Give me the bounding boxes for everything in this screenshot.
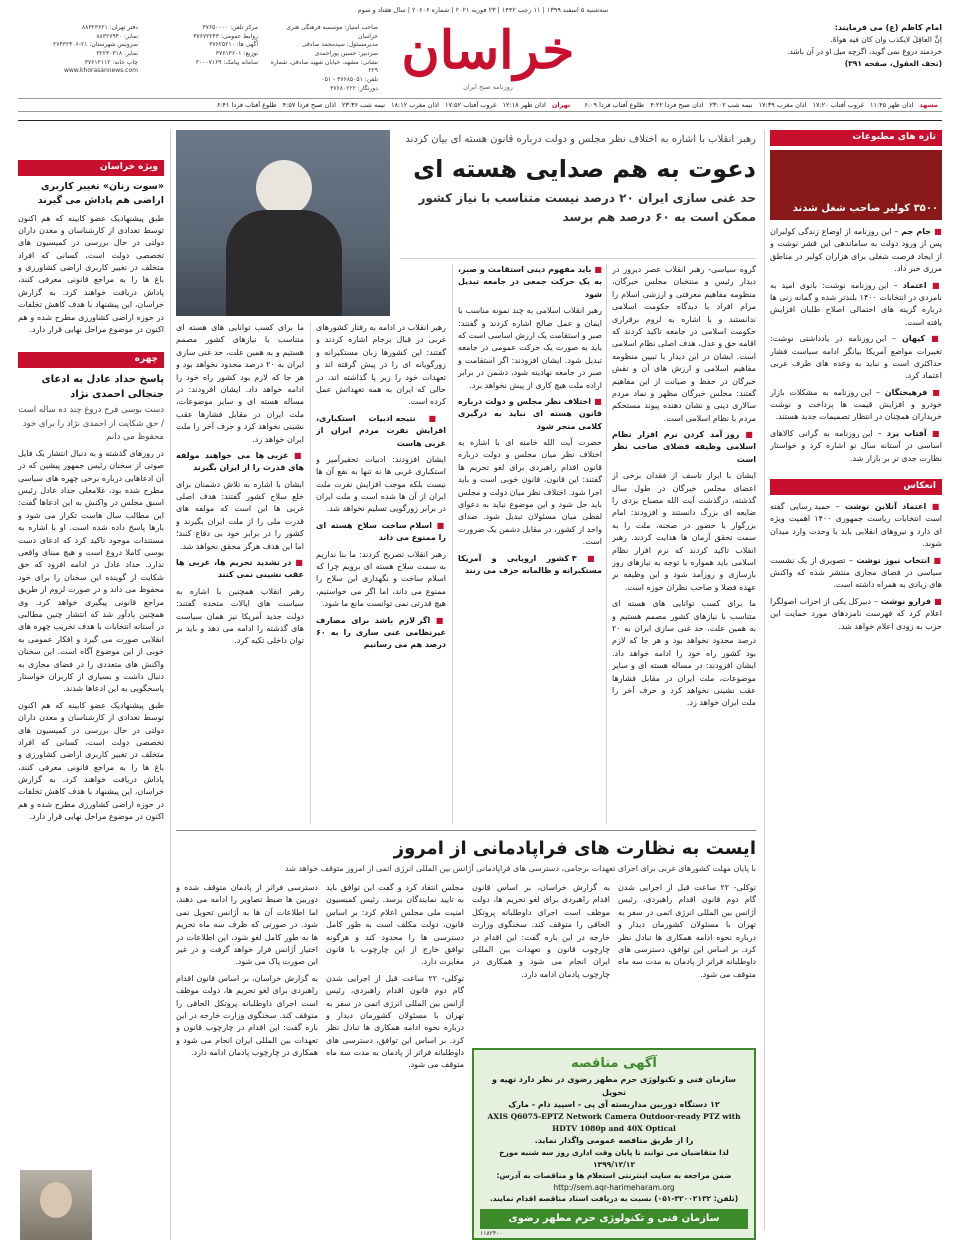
subhead-text: اگر لازم باشد برای مصارف غیرنظامی غنی سازی را به ۶۰ درصد هم می رسانیم [316,615,446,650]
article-subhead: ■ اگر لازم باشد برای مصارف غیرنظامی غنی سازی را به ۶۰ درصد هم می رسانیم [316,615,446,650]
article-paragraph: حضرت آیت الله خامنه ای با اشاره به اختلاف نظر میان مجلس و دولت درباره قانون اقدام راهبردی برای لغو تحریم ها گفتند: این قانون، قانون خوبی است و باید اجرا شود. اختلاف نظر میان دولت و مجلس باید حل شود و این موضوع نباید به دعوای لفظی میان مسئولان تبدیل شود. صدای واحد از کشور، در مقابل دشمن یک ضرورت است. [458,438,602,547]
article-subhead: ■ ۳ کشور اروپایی و آمریکا مستکبرانه و ظالمانه حرف می زنند [458,553,602,575]
contact-line: نمابر: ۳۲۲۳۰۳۱۸ [96,50,138,58]
mashhad-label: مشهد [919,100,938,109]
prayer-time: اذان مغرب ۱۷:۳۹ [758,100,807,109]
contact-line: توزیع: ۳۷۶۱۳۶۰۱ [215,50,258,58]
prayer-time: اذان ظهر ۱۲:۱۸ [502,100,546,109]
article-paragraph: ما برای کسب توانایی های هسته ای متناسب با نیازهای کشور مصمم هستیم و به همین علت، حد غنی سازی ایران به ۲۰ درصد محدود نخواهد بود و هر جا که لازم بود کشور راه خود را ادامه خواهد داد. ایشان افزودند: در مساله هسته ای و سایر موضوعات، ملت ایران در مقابل فشارها عقب نشینی نخواهد کرد و حرف آخر را ملت ایران خواهد زد. [176,323,304,444]
subhead-text: باید مفهوم دینی استقامت و صبر، به یک حرکت جمعی در جامعه تبدیل شود [458,265,602,299]
prayer-time: غروب آفتاب ۱۷:۵۲ [444,100,497,109]
face-lead: دست بوسی فرح دروغ چند ده ساله است / حق شکایت از احمدی نژاد را برای خود محفوظ می دانم [18,405,164,442]
article-paragraph: دسترسی فراتر از پادمان متوقف شده و دوربین ها ضبط تصاویر را ادامه می دهند، اما اطلاعات آن ها به آژانس تحویل نمی شود. در صورتی که ظرف سه ماه تحریم ها به طور کامل لغو شود، این اطلاعات در اختیار آژانس قرار خواهد گرفت و در غیر این صورت پاک می شود. [176,883,318,967]
prayer-time: اذان صبح فردا ۴:۲۲ [650,100,704,109]
press-item-title: اعتماد [902,280,927,290]
ad-line: لذا متقاضیان می توانند تا پایان وقت اداری روز سه شنبه مورخ ۱۳۹۹/۱۲/۱۲ [499,1147,729,1169]
newspaper-thumbnail [770,150,942,220]
publisher-line: نشانی: مشهد، خیابان شهید صادقی، شماره ۲۲۹ [270,58,378,75]
prayer-time: اذان ظهر ۱۱:۴۵ [869,100,914,109]
main-story-header [400,132,756,226]
special-title: «سوت زنان» تغییر کاربری اراضی هم پاداش می گیرند [37,181,164,207]
contact-line: نمابر: ۸۸۳۲۷۹۴۰ [96,32,138,40]
newspaper-logo [388,20,588,100]
article-paragraph: توکلی- ۲۲ ساعت قبل از اجرایی شدن گام دوم قانون اقدام راهبردی، رئیس آژانس بین المللی انرژی اتمی در سفر به تهران با مسئولان کشورمان دیدار و درباره نحوه ادامه همکاری ها تبادل نظر کرد. بر اساس این توافق، دسترسی های داوطلبانه فراتر از پادمان به مدت سه ماه متوقف می شود. [326,973,464,1070]
press-item: ■ جام جم – این روزنامه از اوضاع زندگی کولبران پس از ورود دولت به ساماندهی این قشر نوشت و از ایجاد فرصت شغلی برای هزاران کولبر در مناطق مرزی خبر داد. [770,227,942,274]
press-item-title: کیهان [902,334,926,344]
tehran-label: تهران [551,100,571,109]
contact-line: مرکز تلفن: ۳۷۶۵۰۰۰۰ [202,24,258,31]
bottom-col-2 [472,882,610,1042]
press-item-text: این روزنامه از اوضاع زندگی کولبران پس از ورود دولت به ساماندهی این قشر نوشت و از ایجاد فرصت شغلی برای هزاران کولبر در مناطق مرزی خبر داد. [770,227,942,274]
article-paragraph: رهبر انقلاب همچنین با اشاره به سیاست های ایالات متحده گفتند: دولت جدید آمریکا نیز همان سیاست های گذشته را ادامه می دهد و باید بر توان داخلی تکیه کرد. [176,586,304,646]
ad-line: را از طریق مناقصه عمومی واگذار نماید. [534,1135,694,1145]
publisher-info [268,24,378,94]
bottom-story-header [176,836,756,876]
prayer-time: طلوع آفتاب فردا ۶:۴۱ [216,100,277,109]
article-subhead: ■ غربی ها می خواهند مولفه های قدرت را از ایران بگیرند [176,450,304,473]
press-item: ■ اعتماد – این روزنامه نوشت: بانوی امید به نامزدی در انتخابات ۱۴۰۰ بلندتر شده و گمانه زنی ها درباره گزینه های احتمالی اصلاح طلبان افزایش یافته است. [770,280,942,327]
press-item: ■ فرهیختگان – این روزنامه به مشکلات بازار خودرو و افزایش قیمت ها پرداخت و نوشت خریداران همچنان در انتظار تصمیمات جدید هستند. [770,387,942,422]
bottom-col-1 [618,882,756,1042]
article-paragraph: ایشان با اشاره به تلاش دشمنان برای خلع سلاح کشور گفتند: هدف اصلی غربی ها این است که مولفه های قدرت ملی را از ملت ایران بگیرند و کشور را در برابر خود بی دفاع کنند؛ اما این هدف هرگز محقق نخواهد شد. [176,479,304,551]
subhead-text: ۳ کشور اروپایی و آمریکا مستکبرانه و ظالمانه حرف می زنند [458,553,602,575]
reflection-title: فرارو نوشت [880,596,931,606]
subhead-text: اختلاف نظر مجلس و دولت درباره قانون هسته ای نباید به درگیری کلامی منجر شود [458,396,602,431]
ad-line: (تلفن: ۳۲۰۰۲۱۳۲-۰۵۱) نسبت به دریافت اسناد مناقصه اقدام نمایند. [489,1194,739,1204]
hadith-box [742,22,942,86]
press-item-text: این روزنامه به گرانی کالاهای اساسی در آستانه سال نو اشاره کرد و خواستار نظارت جدی تر بر بازار شد. [770,428,942,463]
publisher-line: تلفن: ۳۷۶۸۵۰۵۱ - ۰۵۱ [321,76,378,84]
main-body-col-2 [458,264,602,824]
logo-text: خراسان [401,20,575,81]
article-paragraph: رهبر انقلاب تصریح کردند: ما بنا نداریم به سمت سلاح هسته ای برویم چرا که اسلام ساخت و نگهداری این سلاح را ممنوع می داند، اما اگر می خواستیم، هیچ قدرتی نمی توانست مانع ما شود. [316,549,446,609]
face-head: چهره [18,352,164,368]
headline: دعوت به هم صدایی هسته ای [413,155,756,183]
face-body: در روزهای گذشته و به دنبال انتشار یک فایل صوتی از سخنان رئیس جمهور پیشین که در آن ادعاهایی درباره برخی چهره های سیاسی مطرح شده بود، غلامعلی حداد عادل رئیس اسبق مجلس در واکنش به این ادعاها گفت: این مطالب سال هاست تکرار می شود و بارها پاسخ داده شده است. او با اشاره به مستندات موجود تاکید کرد که ادعای دست بوسی کاملا دروغ است و هیچ مبنای واقعی ندارد. حداد عادل در ادامه افزود که حق شکایت از گوینده این سخنان را برای خود محفوظ می داند و در صورت لزوم از طریق مراجع قانونی پیگیری خواهد کرد. وی همچنین یادآور شد که انتشار چنین مطالبی در آستانه انتخابات با هدف تخریب چهره های انقلابی صورت می گیرد و افکار عمومی به خوبی از این موضوع آگاه است. این سخنان واکنش های متعددی را در فضای مجازی به دنبال داشت و بسیاری از کاربران خواستار پاسخگویی به این ادعاها شدند. [18,448,164,694]
special-body: طبق پیشنهادیک عضو کابینه که هم اکنون توسط تعدادی از کارشناسان و معدن داران دولتی در حال بررسی در کمیسیون های تخصصی دولت است، کسانی که افراد متخلف در تغییر کاربری اراضی کشاورزی و باغ ها را به مراجع قانونی معرفی کنند، پاداش دریافت خواهند کرد. به گزارش خراسان، این پیشنهاد با هدف کاهش تخلفات در حوزه اراضی کشاورزی مطرح شده و هم اکنون در موضوع مراحل نهایی قرار دارد. [18,213,164,335]
publisher-line: صاحب امتیاز: موسسه فرهنگی هنری خراسان [286,24,378,40]
article-subhead: ■ در تشدید تحریم ها، غربی ها عقب نشینی نمی کنند [176,558,304,580]
portrait-photo [20,1170,92,1240]
prayer-times-bar [18,98,942,112]
article-paragraph: به گزارش خراسان، بر اساس قانون اقدام راهبردی برای لغو تحریم ها، دولت موظف است اجرای داوطلبانه پروتکل الحاقی را متوقف کند. سخنگوی وزارت خارجه در این باره گفت: این اقدام در چارچوب قانون و تعهدات بین المللی ایران انجام می شود و همکاری در چارچوب پادمان ادامه دارد. [176,973,318,1058]
reflection-item: ■ اعتماد آنلاین نوشت – حمید رسایی گفته است انتخابات ریاست جمهوری ۱۴۰۰ اهمیت ویژه ای دارد و نیروهای انقلابی باید با وحدت وارد میدان شوند. [770,502,942,549]
article-paragraph: گروه سیاسی- رهبر انقلاب عصر دیروز در دیدار رئیس و منتخبان مجلس خبرگان، منظومه مفاهیم معرفتی و ارزشی اسلام را مرام افراد با دیدگاه حکومت اسلامی ندانستند و با اشاره به لزوم برقراری حکومت اسلامی در جامعه تاکید کردند که اقامه حق و عدل، هدف اصلی نظام اسلامی است. ایشان در این دیدار با تبیین منظومه مفاهیم اسلامی و ارزش های آن و نقش خبرگان در حفظ و صیانت از این مفاهیم گفتند: مجلس خبرگان مظهر و نماد مردم سالاری دینی و نشان دهنده پیوند مستحکم مردم با نظام اسلامی است. [612,265,756,423]
main-body-col-4 [176,322,304,824]
subhead-text: در تشدید تحریم ها، غربی ها عقب نشینی نمی کنند [176,558,304,580]
contacts-left [18,24,138,76]
article-subhead: ■ باید مفهوم دینی استقامت و صبر، به یک حرکت جمعی در جامعه تبدیل شود [458,265,602,299]
logo-tagline: روزنامه صبح ایران [463,83,513,92]
press-item: ■ آفتاب یزد – این روزنامه به گرانی کالاهای اساسی در آستانه سال نو اشاره کرد و خواستار نظارت جدی تر بر بازار شد. [770,428,942,463]
prayer-time: غروب آفتاب ۱۷:۲۰ [812,100,864,109]
article-paragraph: مجلس انتقاد کرد و گفت این توافق باید به تایید نمایندگان برسد. رئیس کمیسیون امنیت ملی مجلس اعلام کرد: بر اساس قانون، دولت مکلف است به طور کامل دسترسی ها را محدود کند و هرگونه توافق خارج از این چارچوب با قانون مغایرت دارد. [326,883,464,967]
contact-line: دفتر تهران: ۸۸۳۲۳۶۲۱ [81,24,138,31]
main-body-col-3 [316,322,446,824]
publisher-line: دورنگار: ۳۷۶۸۰۲۲۲ [330,84,378,92]
reflection-title: اعتماد آنلاین نوشت [844,502,927,512]
press-item-text: این روزنامه به مشکلات بازار خودرو و افزایش قیمت ها پرداخت و نوشت خریداران همچنان در انتظار تصمیمات جدید هستند. [770,387,942,422]
bottom-headline: ایست به نظارت های فراپادمانی از امروز [393,838,756,859]
subhead-text: غربی ها می خواهند مولفه های قدرت را از ایران بگیرند [176,450,304,473]
thumbnail-headline: ۳۵۰۰ کولیر صاحب شغل شدند [792,202,938,214]
bottom-col-4 [176,882,318,1242]
contact-line: سامانه پیامک: ۳۰۰۰۷۱۶۹ [195,58,258,66]
article-paragraph: ایشان با ابراز تاسف از فقدان برخی از اعضای مجلس خبرگان در طول سال گذشته، درگذشت آیت الله مصباح یزدی را ضایعه ای بزرگ دانستند و افزودند: امام بزرگوار با حضور در صحنه، ملت را به سمت تحقق آرمان ها هدایت کردند. رهبر انقلاب تاکید کردند که نرم افزار نظام اسلامی باید همواره با توجه به نیازهای روز بازسازی و روزآمد شود و این وظیفه بر عهده فضلا و صاحب نظران حوزه است. [612,471,756,592]
press-review-column [770,130,942,1230]
ad-line: HDTV 1080p and 40X Optical [552,1123,676,1133]
special-khorasan-head: ویژه خراسان [18,160,164,176]
article-subhead: ■ اختلاف نظر مجلس و دولت درباره قانون هسته ای نباید به درگیری کلامی منجر شود [458,396,602,431]
main-body-col-1 [612,264,756,824]
press-item-title: فرهیختگان [884,387,928,397]
article-subhead: ■ نتیجه ادبیات استکباری، افزایش نفرت مردم ایران از غربی هاست [316,413,446,448]
subhead: حد غنی سازی ایران ۲۰ درصد نیست متناسب با نیاز کشور ممکن است به ۶۰ درصد هم برسد [418,191,756,224]
prayer-time: نیمه شب ۲۳:۳۶ [341,100,386,109]
subhead-text: نتیجه ادبیات استکباری، افزایش نفرت مردم ایران از غربی هاست [316,413,446,448]
reflection-text: دبیرکل یکی از احزاب اصولگرا اعلام کرد که فهرست نامزدهای مورد حمایت این حزب به زودی اعلام خواهد شد. [770,596,942,631]
publisher-line: سردبیر: حسین پوراحمدی [314,50,378,58]
face-body: طبق پیشنهادیک عضو کابینه که هم اکنون توسط تعدادی از کارشناسان و معدن داران دولتی در حال بررسی در کمیسیون های تخصصی دولت است، کسانی که افراد متخلف در تغییر کاربری اراضی کشاورزی و باغ ها را به مراجع قانونی معرفی کنند، پاداش دریافت خواهند کرد. به گزارش خراسان، این پیشنهاد با هدف کاهش تخلفات در حوزه اراضی کشاورزی مطرح شده و هم اکنون در موضوع مراحل نهایی قرار دارد. [18,700,164,822]
bottom-lead: با پایان مهلت کشورهای غربی برای اجرای تعهدات برجامی، دسترسی های فراپادمانی آژانس بین المللی انرژی اتمی از امروز متوقف خواهد شد [285,864,756,874]
subhead-text: روز آمد کردن نرم افزار نظام اسلامی وظیفه فضلای صاحب نظر است [612,430,756,464]
article-paragraph: ما برای کسب توانایی های هسته ای متناسب با نیازهای کشور مصمم هستیم و به همین علت، حد غنی سازی ایران به ۲۰ درصد محدود نخواهد بود و هر جا که لازم بود کشور راه خود را ادامه خواهد داد. ایشان افزودند: در مساله هسته ای و سایر موضوعات، ملت ایران در مقابل فشارها عقب نشینی نخواهد کرد و حرف آخر را ملت ایران خواهد زد. [612,599,756,708]
reflection-item: ■ فرارو نوشت – دبیرکل یکی از احزاب اصولگرا اعلام کرد که فهرست نامزدهای مورد حمایت این حزب به زودی اعلام خواهد شد. [770,596,942,631]
article-paragraph: ایشان افزودند: ادبیات تحقیرآمیز و استکباری غربی ها نه تنها به نفع آن ها نیست بلکه موجب افزایش نفرت ملت ایران از آن ها شده است و ملت ایران در برابر زورگویی تسلیم نخواهد شد. [316,454,446,514]
article-paragraph: توکلی- ۲۲ ساعت قبل از اجرایی شدن گام دوم قانون اقدام راهبردی، رئیس آژانس بین المللی انرژی اتمی در سفر به تهران با مسئولان کشورمان دیدار و درباره نحوه ادامه همکاری ها تبادل نظر کرد. بر اساس این توافق، دسترسی های داوطلبانه فراتر از پادمان به مدت سه ماه متوقف می شود. [618,883,756,979]
contact-line: آگهی ها: ۳۷۶۲۵۲۱۰ [209,41,258,49]
press-item: ■ کیهان – این روزنامه در یادداشتی نوشت: تغییرات مواضع آمریکا بیانگر ادامه سیاست فشار حداکثری است و نباید به وعده های طرف غربی اعتماد کرد. [770,334,942,381]
contact-line: روابط عمومی: ۳۷۶۷۲۲۴۳ [193,32,258,40]
reflection-text: حمید رسایی گفته است انتخابات ریاست جمهوری ۱۴۰۰ اهمیت ویژه ای دارد و نیروهای انقلابی باید با وحدت وارد میدان شوند. [770,502,942,549]
reflection-text: تصویری از یک نشست سیاسی در فضای مجازی منتشر شده که واکنش های زیادی به همراه داشته است. [770,555,942,590]
article-subhead: ■ روز آمد کردن نرم افزار نظام اسلامی وظیفه فضلای صاحب نظر است [612,430,756,464]
face-title: پاسخ حداد عادل به ادعای جنجالی احمدی نژاد [41,374,164,401]
prayer-time: نیمه شب ۲۳:۰۲ [709,100,753,109]
contact-line: چاپ خانه: ۳۷۶۱۲۱۱۲ [84,58,138,66]
hadith-translation: خردمند دروغ نمی گوید، اگرچه میل او در آن باشد. [786,47,942,57]
reflection-title: انتخاب نیوز نوشت [856,555,930,565]
prayer-time: اذان صبح فردا ۴:۵۷ [282,100,336,109]
person-icon [256,160,312,216]
ad-url[interactable]: http://sem.aqr-harimeharam.org [553,1182,675,1192]
publisher-line: مدیرمسئول: سیدمحمد صادقی [301,41,378,49]
ad-line: ضمن مراجعه به سایت اینترنتی استعلام ها و مناقصات به آدرس: [496,1171,732,1181]
hadith-title: امام کاظم (ع) می فرمایند: [834,23,942,32]
ad-line: سازمان فنی و تکنولوژی حرم مطهر رضوی در نظر دارد تهیه و تحویل [491,1075,737,1097]
ad-code: ۱۱۸۲۴۰۰ [480,1229,503,1237]
main-photo [176,130,390,316]
bottom-col-3 [326,882,464,1242]
contact-line: سرویس شهرستان: ۲۱-۲۷۴۳۲۴۰۶ [53,41,138,49]
press-review-head: تازه های مطبوعات [770,130,942,146]
article-subhead: ■ اسلام ساخت سلاح هسته ای را ممنوع می داند [316,520,446,543]
ad-line: ۱۲ دستگاه دوربین مداربسته آی پی - اسپید دام - مارک [508,1099,720,1109]
press-item-text: این روزنامه نوشت: بانوی امید به نامزدی در انتخابات ۱۴۰۰ بلندتر شده و گمانه زنی ها درباره گزینه های احتمالی اصلاح طلبان افزایش یافته است. [770,280,942,327]
kicker: رهبر انقلاب با اشاره به اختلاف نظر مجلس و دولت درباره قانون هسته ای بیان کردند [405,134,756,145]
reflection-item: ■ انتخاب نیوز نوشت – تصویری از یک نشست سیاسی در فضای مجازی منتشر شده که واکنش های زیادی به همراه داشته است. [770,555,942,590]
ad-footer: سازمان فنی و تکنولوژی حرم مطهر رضوی [480,1209,748,1229]
ad-title: آگهی مناقصه [571,1056,657,1071]
article-paragraph: رهبر انقلاب در ادامه به رفتار کشورهای غربی در قبال برجام اشاره کردند و گفتند: این کشورها زبان مستکبرانه و زورگویانه ای را در پیش گرفته اند و تعهدات خود را زیر پا گذاشته اند، در حالی که ایران به همه تعهداتش عمل کرده است. [316,323,446,407]
prayer-time: اذان مغرب ۱۸:۱۲ [391,100,439,109]
hadith-source: (تحف العقول، صفحه ۳۹۱) [844,58,942,68]
subhead-text: اسلام ساخت سلاح هسته ای را ممنوع می داند [316,520,446,543]
reflection-head: انعکاس [770,479,942,495]
prayer-time: طلوع آفتاب فردا ۶:۰۹ [584,100,645,109]
tender-ad [472,1048,756,1240]
press-item-title: جام جم [901,227,932,236]
press-item-title: آفتاب یزد [886,428,927,438]
article-paragraph: به گزارش خراسان، بر اساس قانون اقدام راهبردی برای لغو تحریم ها، دولت موظف است اجرای داوطلبانه پروتکل الحاقی را متوقف کند. سخنگوی وزارت خارجه در این باره گفت: این اقدام در چارچوب قانون و تعهدات بین المللی ایران انجام می شود و همکاری در چارچوب پادمان ادامه دارد. [472,883,610,979]
contacts-right [148,24,258,67]
left-column [18,160,164,1240]
press-item-text: این روزنامه در یادداشتی نوشت: تغییرات مواضع آمریکا بیانگر ادامه سیاست فشار حداکثری است و نباید به وعده های طرف غربی اعتماد کرد. [770,334,942,381]
date-line: سه‌شنبه ۵ اسفند ۱۳۹۹ | ۱۱ رجب ۱۴۴۲ | ۲۳ فوریه ۲۰۲۱ | شماره ۲۰۶۰۶ | سال هفتاد و سوم [357,6,609,14]
article-paragraph: رهبر انقلاب اسلامی به چند نمونه مناسب با ایمان و عمل صالح اشاره کردند و گفتند: صبر و استقامت یک ارزش اساسی است که باید به صورت یک حرکت عمومی در جامعه تبدیل شود. ایشان افزودند: اگر استقامت و صبر در جامعه نهادینه شود، دشمن در برابر اراده ملت هیچ کاری از پیش نخواهد برد. [458,306,602,390]
ad-line: AXIS Q6075-EPTZ Network Camera Outdoor-ready PTZ with [487,1112,741,1122]
site-url[interactable]: www.khorasannews.com [63,67,138,75]
hadith-arabic: اِنَّ العاقِلَ لایکذب وان کان فیه هواهُ. [830,35,942,45]
